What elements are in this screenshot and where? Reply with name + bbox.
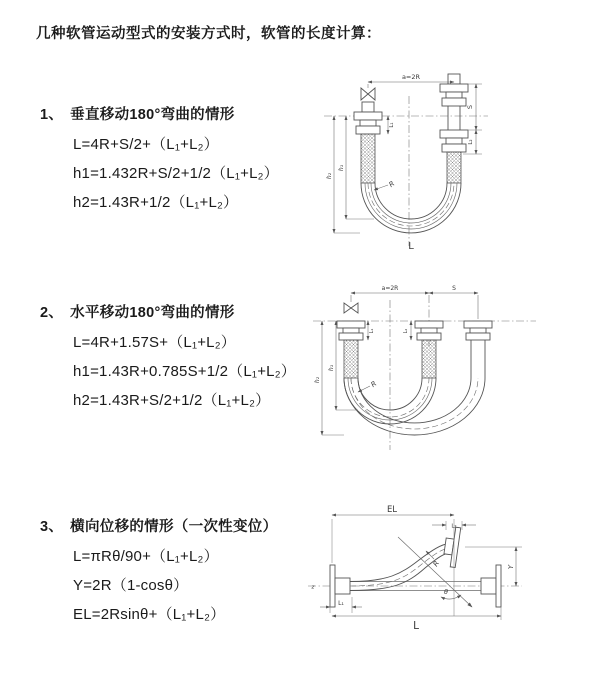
dim-l2	[468, 130, 476, 154]
dim-label-h1: h₁	[328, 364, 335, 372]
page-title: 几种软管运动型式的安装方式时，软管的长度计算：	[36, 26, 381, 42]
right-flange-assembly	[440, 74, 468, 183]
section-lateral-displacement	[40, 515, 315, 624]
section-3-number: 3、	[40, 519, 64, 535]
left-flange-assembly	[354, 102, 382, 183]
section-1-title: 垂直移动180°弯曲的情形	[70, 107, 235, 123]
section-3-formulas	[73, 545, 315, 624]
dim-label-el: EL	[386, 505, 398, 515]
diagram-lateral-displacement	[300, 503, 540, 637]
dim-label-a2r: a=2R	[381, 285, 399, 292]
section-3-title: 横向位移的情形（一次性变位）	[70, 519, 278, 535]
dim-label-h2: h₂	[314, 376, 321, 384]
middle-flange-assembly	[415, 321, 443, 378]
diagram-lateral-displacement-svg	[300, 503, 540, 637]
dim-label-theta: θ	[444, 588, 448, 596]
dim-label-l: L	[408, 241, 414, 252]
dim-label-a2r: a=2R	[401, 73, 421, 81]
diagram-horizontal-180-bend	[308, 278, 588, 464]
radius-leader	[358, 380, 378, 392]
centerlines	[324, 96, 488, 246]
dim-label-l1: L₁	[389, 122, 395, 128]
dim-label-y: Y	[507, 564, 515, 570]
section-2-number: 2、	[40, 305, 64, 321]
section-1-number: 1、	[40, 107, 64, 123]
angle-theta	[398, 537, 472, 607]
dim-l	[332, 607, 501, 632]
hose-u-bend-displaced	[344, 378, 485, 435]
dim-label-l: L	[413, 620, 419, 632]
section-horizontal-movement	[40, 301, 315, 410]
formula-h1: h1=1.43R+0.785S+1/2（L₁+L₂）	[73, 363, 296, 380]
dim-a2r	[368, 73, 454, 82]
diagram-horizontal-180-bend-svg	[308, 278, 588, 464]
hose-u-bend	[361, 183, 461, 233]
dim-label-l2: L₂	[403, 328, 409, 334]
formula-h1: h1=1.432R+S/2+1/2（L₁+L₂）	[73, 165, 279, 182]
valve-icon	[344, 295, 358, 313]
section-3-heading	[40, 515, 315, 536]
dim-a2r	[351, 285, 429, 293]
dim-s	[429, 285, 478, 293]
formula-L: L=4R+S/2+（L₁+L₂）	[73, 136, 219, 153]
dim-label-l2: L₂	[468, 139, 474, 145]
right-flange-assembly	[464, 321, 492, 378]
dim-label-r: R	[431, 559, 442, 569]
section-2-formulas	[73, 331, 315, 410]
dim-l2	[403, 321, 411, 340]
section-2-heading	[40, 301, 315, 322]
section-2-title: 水平移动180°弯曲的情形	[70, 305, 235, 321]
dim-l1	[388, 116, 395, 134]
formula-h2: h2=1.43R+1/2（L₁+L₂）	[73, 194, 239, 211]
dim-label-r: R	[369, 379, 379, 390]
dim-label-l1: L₁	[369, 328, 375, 334]
section-1-formulas	[73, 133, 315, 212]
dim-l1	[320, 597, 362, 613]
section-vertical-movement	[40, 103, 315, 212]
dim-h2	[326, 116, 360, 233]
formula-h2: h2=1.43R+S/2+1/2（L₁+L₂）	[73, 392, 271, 409]
formula-EL: EL=2Rsinθ+（L₁+L₂）	[73, 606, 226, 623]
radius-leader	[374, 180, 396, 190]
diagram-vertical-180-bend-svg	[316, 68, 588, 260]
formula-L: L=πRθ/90+（L₁+L₂）	[73, 548, 219, 565]
dim-label-s: S	[452, 285, 456, 292]
dim-label-l2: L₂	[451, 523, 457, 530]
diagram-vertical-180-bend	[316, 68, 588, 260]
formula-Y: Y=2R（1-cosθ）	[73, 577, 189, 594]
dim-label-h2: h₂	[326, 172, 333, 180]
formula-L: L=4R+1.57S+（L₁+L₂）	[73, 334, 236, 351]
dim-label-s: S	[466, 104, 474, 110]
dim-label-h1: h₁	[338, 164, 345, 172]
valve-icon	[361, 84, 375, 100]
break-mark-z: z	[311, 584, 315, 591]
dim-l1	[368, 321, 375, 340]
section-1-heading	[40, 103, 315, 124]
dim-label-r: R	[387, 179, 397, 190]
dim-label-l1: L₁	[338, 600, 344, 607]
left-flange-assembly	[337, 321, 365, 378]
upper-flange-assembly	[442, 523, 460, 567]
